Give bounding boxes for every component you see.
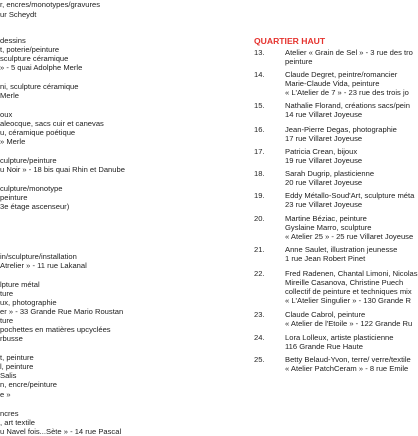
- entry-line: 23 rue Villaret Joyeuse: [285, 200, 363, 209]
- entry-number: 20.: [254, 214, 265, 223]
- entry-line: Claude Degret, peintre/romancier: [285, 70, 398, 79]
- left-line: lpture métal: [0, 280, 40, 289]
- entry-text: [285, 70, 409, 97]
- entry-text: [285, 333, 394, 351]
- entry-line: 20 rue Villaret Joyeuse: [285, 178, 363, 187]
- left-line: pochettes en matières upcyclées: [0, 325, 111, 334]
- entry-line: « Atelier PatchCeram » - 8 rue Emile: [285, 364, 409, 373]
- left-line: t, poterie/peinture: [0, 45, 60, 54]
- entry-line: Gyslaine Marro, sculpture: [285, 223, 372, 232]
- entry-line: 17 rue Villaret Joyeuse: [285, 134, 363, 143]
- entry-line: Anne Saulet, illustration jeunesse: [285, 245, 398, 254]
- left-line: r, encres/monotypes/gravures: [0, 0, 101, 9]
- entry-line: Lora Lolleux, artiste plasticienne: [285, 333, 394, 342]
- left-line: Atrelier » - 11 rue Lakanal: [0, 261, 87, 270]
- entry-line: Fred Radenen, Chantal Limoni, Nicolas: [285, 269, 418, 278]
- entry-line: Jean-Pierre Degas, photographie: [285, 125, 397, 134]
- left-line: » - 5 quai Adolphe Merle: [0, 63, 83, 72]
- entry-number: 23.: [254, 310, 265, 319]
- entry-line: Mireille Casanova, Christine Puech: [285, 278, 404, 287]
- entry-line: « Atelier de l'Etoile » - 122 Grande Ru: [285, 319, 413, 328]
- left-line: u, céramique poétique: [0, 128, 76, 137]
- entry-line: Betty Belaud-Yvon, terre/ verre/textile: [285, 355, 411, 364]
- entry-number: 22.: [254, 269, 265, 278]
- left-line: l, peinture: [0, 362, 34, 371]
- entry-number: 13.: [254, 48, 265, 57]
- left-line: » Merle: [0, 137, 26, 146]
- left-line: er » - 33 Grande Rue Mario Roustan: [0, 307, 124, 316]
- entry-text: [285, 101, 410, 119]
- left-line: ture: [0, 289, 14, 298]
- entry-line: collectif de peinture et techniques mix: [285, 287, 412, 296]
- entry-number: 19.: [254, 191, 265, 200]
- entry-number: 16.: [254, 125, 265, 134]
- entry-number: 14.: [254, 70, 265, 79]
- left-line: Salis: [0, 371, 17, 380]
- left-line: , art textile: [0, 418, 36, 427]
- left-line: oux: [0, 110, 13, 119]
- entry-line: « Atelier 25 » - 25 rue Villaret Joyeuse: [285, 232, 414, 241]
- entry-text: [285, 48, 413, 66]
- entry-line: « L'Atelier Singulier » - 130 Grande R: [285, 296, 411, 305]
- entry-line: 14 rue Villaret Joyeuse: [285, 110, 363, 119]
- left-line: u Noir » - 18 bis quai Rhin et Danube: [0, 165, 125, 174]
- entry-line: peinture: [285, 57, 313, 66]
- left-line: u Navel fois...Sète » - 14 rue Pascal: [0, 427, 122, 436]
- entry-number: 21.: [254, 245, 265, 254]
- left-line: sculpture céramique: [0, 54, 69, 63]
- entry-number: 25.: [254, 355, 265, 364]
- entry-text: [285, 245, 397, 263]
- entry-text: [285, 191, 414, 209]
- entry-line: Martine Béziac, peinture: [285, 214, 367, 223]
- left-line: culpture/peinture: [0, 156, 57, 165]
- entry-text: [285, 147, 362, 165]
- left-line: rbusse: [0, 334, 23, 343]
- entry-number: 18.: [254, 169, 265, 178]
- left-line: in/sculpture/installation: [0, 252, 77, 261]
- entry-line: Atelier « Grain de Sel » - 3 rue des tro: [285, 48, 413, 57]
- entry-line: Claude Cabrol, peinture: [285, 310, 366, 319]
- left-line: n, encre/peinture: [0, 380, 57, 389]
- left-line: ni, sculpture céramique: [0, 82, 79, 91]
- left-line: ur Scheydt: [0, 10, 37, 19]
- left-line: dessins: [0, 36, 26, 45]
- entry-line: 116 Grande Rue Haute: [285, 342, 363, 351]
- entry-line: 1 rue Jean Robert Pinet: [285, 254, 366, 263]
- left-line: t, peinture: [0, 353, 34, 362]
- left-line: Merle: [0, 91, 19, 100]
- left-line: culpture/monotype: [0, 184, 63, 193]
- entry-line: Nathalie Florand, créations sacs/pein: [285, 101, 410, 110]
- entry-number: 15.: [254, 101, 265, 110]
- entry-text: [285, 269, 418, 305]
- entry-line: Marie-Claude Vida, peinture: [285, 79, 380, 88]
- entry-line: 19 rue Villaret Joyeuse: [285, 156, 363, 165]
- left-line: peinture: [0, 193, 28, 202]
- entry-number: 17.: [254, 147, 265, 156]
- entry-line: Patricia Crean, bijoux: [285, 147, 358, 156]
- entry-line: « L'Atelier de 7 » - 23 rue des trois jo: [285, 88, 409, 97]
- left-line: ux, photographie: [0, 298, 57, 307]
- left-line: ture: [0, 316, 14, 325]
- entry-text: [285, 310, 412, 328]
- entry-line: Sarah Dugrip, plasticienne: [285, 169, 375, 178]
- left-line: e »: [0, 390, 11, 399]
- entry-text: [285, 169, 374, 187]
- entry-number: 24.: [254, 333, 265, 342]
- entry-text: [285, 214, 413, 241]
- left-line: aleocque, sacs cuir et canevas: [0, 119, 104, 128]
- entry-text: [285, 355, 411, 373]
- left-line: ncres: [0, 409, 19, 418]
- entry-text: [285, 125, 397, 143]
- left-line: 3e étage ascenseur): [0, 202, 70, 211]
- section-title-quartier-haut: QUARTIER HAUT: [254, 36, 326, 46]
- entry-line: Eddy Métallo-Soud'Art, sculpture méta: [285, 191, 415, 200]
